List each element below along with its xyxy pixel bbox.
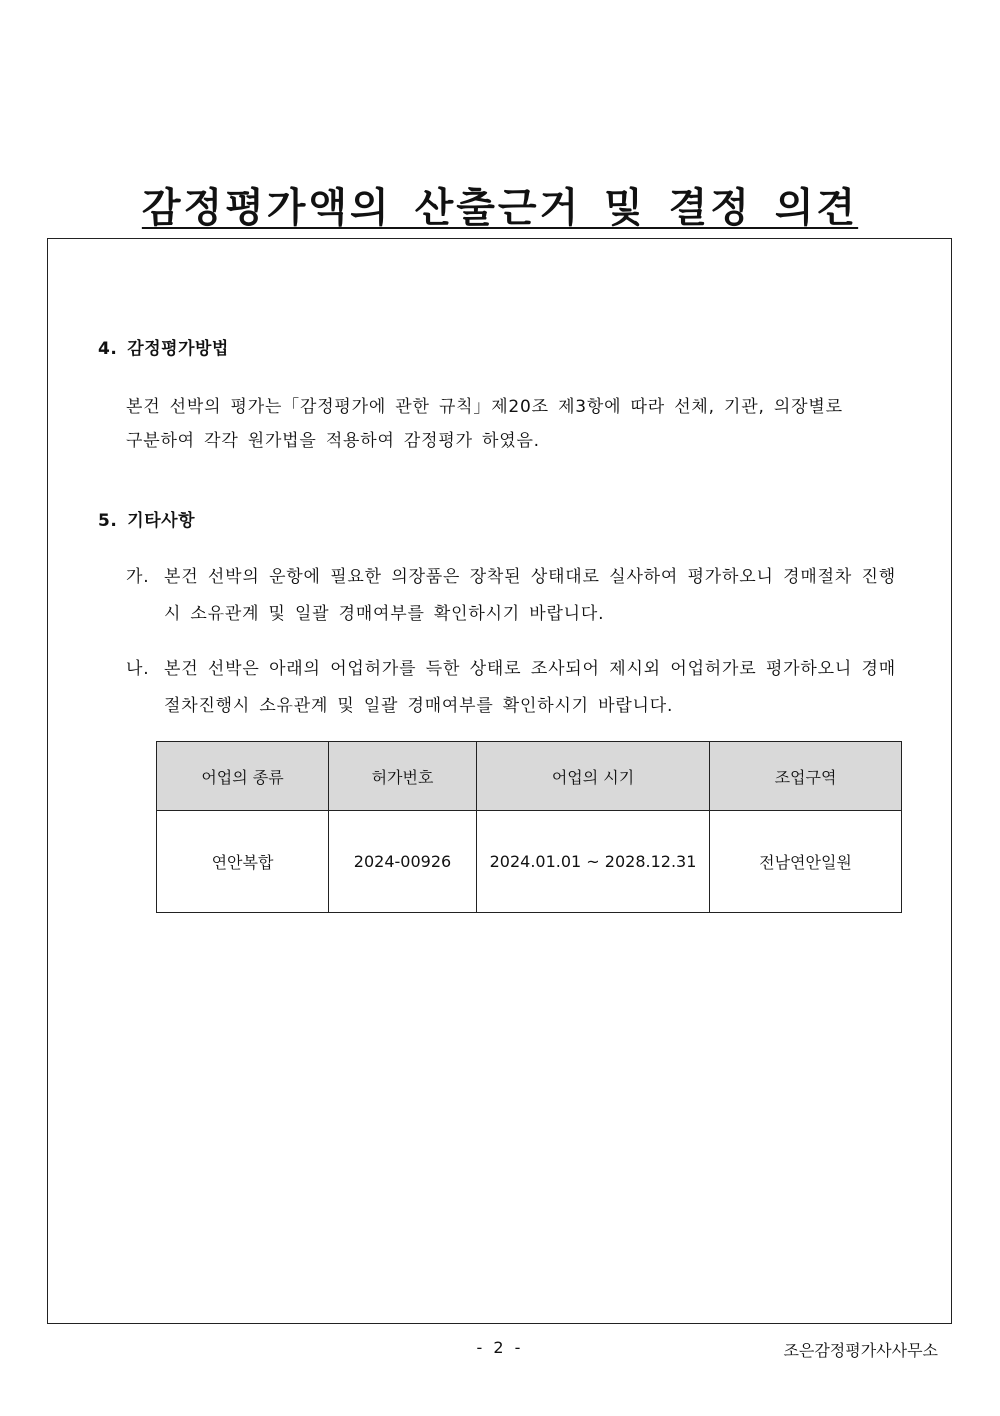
section-4-line-2: 구분하여 각각 원가법을 적용하여 감정평가 하였음. bbox=[126, 431, 540, 451]
document-title bbox=[0, 182, 1000, 234]
section-4-line-1: 본건 선박의 평가는「감정평가에 관한 규칙」제20조 제3항에 따라 선체, 기관, 의장별로 bbox=[126, 397, 843, 417]
list-item-text: 본건 선박의 운항에 필요한 의장품은 장착된 상태대로 실사하여 평가하오니 경매절차 진행시 소유관계 및 일괄 경매여부를 확인하시기 바랍니다. bbox=[164, 567, 896, 624]
list-item bbox=[126, 651, 896, 725]
list-item-marker: 나. bbox=[126, 659, 150, 679]
list-item bbox=[126, 559, 896, 633]
header-fishing-area: 조업구역 bbox=[710, 742, 902, 811]
cell-permit-number: 2024-00926 bbox=[329, 811, 477, 913]
table-row bbox=[157, 811, 902, 913]
table-header-row bbox=[157, 742, 902, 811]
header-fishing-type: 어업의 종류 bbox=[157, 742, 329, 811]
fishing-permit-table bbox=[156, 741, 902, 913]
section-4-title: 감정평가방법 bbox=[127, 339, 229, 359]
header-fishing-period: 어업의 시기 bbox=[477, 742, 710, 811]
document-title-text: 감정평가액의 산출근거 및 결정 의견 bbox=[141, 185, 859, 231]
list-item-text: 본건 선박은 아래의 어업허가를 득한 상태로 조사되어 제시외 어업허가로 평가하오니 경매절차진행시 소유관계 및 일괄 경매여부를 확인하시기 바랍니다. bbox=[164, 659, 896, 716]
section-4-number: 4. bbox=[98, 339, 118, 359]
cell-fishing-type: 연안복합 bbox=[157, 811, 329, 913]
section-4-body bbox=[126, 390, 896, 458]
section-5-heading bbox=[98, 506, 195, 531]
cell-fishing-area: 전남연안일원 bbox=[710, 811, 902, 913]
section-5-number: 5. bbox=[98, 511, 118, 531]
cell-fishing-period: 2024.01.01 ~ 2028.12.31 bbox=[477, 811, 710, 913]
office-name: 조은감정평가사사무소 bbox=[783, 1341, 938, 1360]
list-item-marker: 가. bbox=[126, 567, 150, 587]
section-5-title: 기타사항 bbox=[127, 511, 195, 531]
section-4-heading bbox=[98, 334, 229, 359]
page-number: - 2 - bbox=[476, 1338, 524, 1357]
header-permit-number: 허가번호 bbox=[329, 742, 477, 811]
